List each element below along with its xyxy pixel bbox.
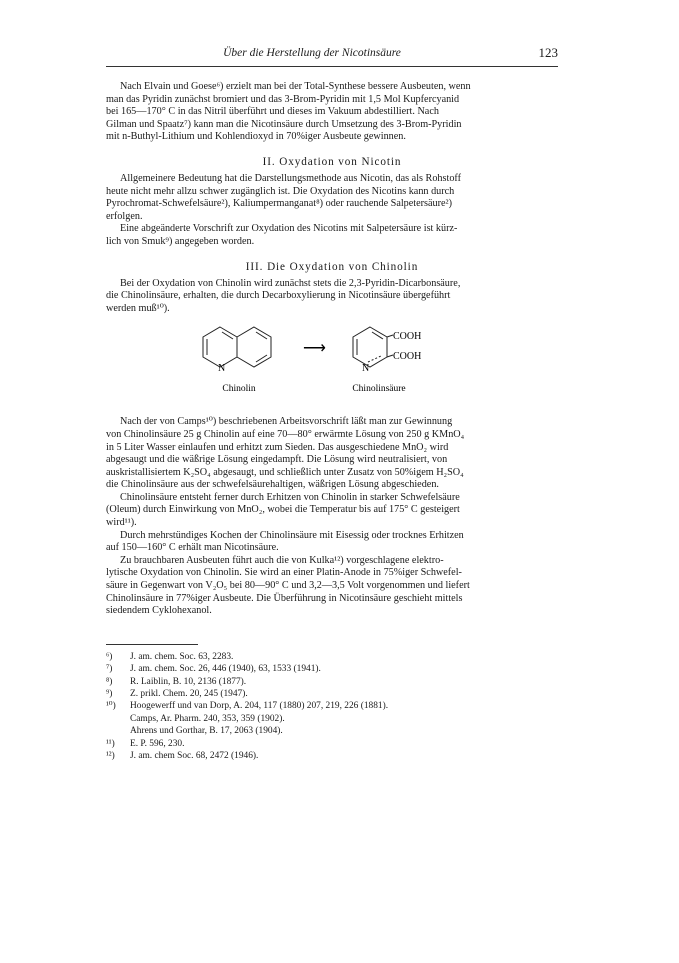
footnote-mark: ⁶): [106, 651, 113, 662]
section-heading-3: III. Die Oxydation von Chinolin: [245, 260, 419, 273]
footnote: [106, 688, 558, 700]
footnote-text: E. P. 596, 230.: [130, 738, 185, 749]
footnote-mark: ⁹): [106, 689, 113, 700]
footnote-continuation: Ahrens und Gorthar, B. 17, 2063 (1904).: [130, 726, 283, 737]
text-line: die Chinolinsäure, erhalten, die durch Decarboxylierung in Nicotinsäure übergeführt: [106, 290, 451, 302]
reaction-scheme: [106, 321, 558, 416]
footnotes: [106, 651, 558, 763]
footnote-mark: ⁸): [106, 676, 113, 687]
footnote-text: J. am. chem. Soc. 26, 446 (1940), 63, 1533 (1941).: [130, 664, 321, 675]
section2-paragraph-2: [106, 223, 558, 248]
text-line: heute nicht mehr allzu schwer zugänglich ist. Die Oxydation des Nicotins kann durch: [106, 185, 455, 197]
text-line: Gilman und Spaatz⁷) kann man die Nicotinsäure durch Umsetzung des 3-Brom-Pyridin: [106, 118, 462, 130]
footnote: [106, 700, 558, 712]
text-line: lich von Smuk⁹) angegeben worden.: [106, 235, 255, 247]
text-line: werden muß¹⁰).: [106, 302, 170, 314]
text-line: von Chinolinsäure 25 g Chinolin auf eine 70—80° erwärmte Lösung von 250 g KMnO₄: [106, 428, 465, 440]
section3-paragraph-4: [106, 530, 558, 555]
text-line: Eine abgeänderte Vorschrift zur Oxydation des Nicotins mit Salpetersäure ist kürz-: [120, 223, 458, 235]
section3-paragraph-1: [106, 278, 558, 316]
text-line: auskristallisiertem K₂SO₄ abgesaugt, und schließlich unter Zusatz von 50%igem H₂SO₄: [106, 466, 464, 478]
footnote-continuation: Camps, Ar. Pharm. 240, 353, 359 (1902).: [130, 713, 285, 724]
section-heading-2: II. Oxydation von Nicotin: [262, 155, 402, 168]
text-line: wird¹¹).: [106, 517, 137, 529]
footnote: [106, 738, 558, 750]
text-line: Durch mehrstündiges Kochen der Chinolinsäure mit Eisessig oder trocknes Erhitzen: [120, 529, 464, 541]
section3-paragraph-5: [106, 555, 558, 618]
quinoline-n-atom: N: [218, 363, 226, 375]
text-line: auf 150—160° C erhält man Nicotinsäure.: [106, 542, 279, 554]
footnote-mark: ⁷): [106, 664, 113, 675]
text-line: Chinolinsäure in 77%iger Ausbeute. Die Überführung in Nicotinsäure geschieht mittels: [106, 592, 463, 604]
text-line: (Oleum) durch Einwirkung von MnO₂, wobei die Temperatur bis auf 175° C gesteigert: [106, 504, 460, 516]
footnote: [106, 750, 558, 762]
reaction-scheme-svg: [106, 321, 558, 416]
footnote-text: Hoogewerff und van Dorp, A. 204, 117 (1880) 207, 219, 226 (1881).: [130, 701, 389, 712]
footnote-mark: ¹²): [106, 751, 115, 762]
quinoline-structure: [203, 327, 271, 367]
text-line: man das Pyridin zunächst bromiert und das 3-Brom-Pyridin mit 1,5 Mol Kupfercyanid: [106, 93, 460, 105]
text-line: Pyrochromat-Schwefelsäure²), Kaliumpermanganat⁸) oder rauchende Salpetersäure²): [106, 198, 452, 210]
footnote-mark: ¹¹): [106, 738, 115, 749]
quinolinic-n-atom: N: [362, 363, 370, 375]
chinolinsaeure-label: Chinolinsäure: [352, 384, 406, 395]
text-line: Allgemeinere Bedeutung hat die Darstellungsmethode aus Nicotin, das als Rohstoff: [120, 172, 462, 184]
cooh-group-bottom: COOH: [393, 351, 422, 363]
page: [106, 44, 558, 762]
footnote-text: J. am. chem Soc. 68, 2472 (1946).: [130, 751, 259, 762]
text-line: Bei der Oxydation von Chinolin wird zunächst stets die 2,3-Pyridin-Dicarbonsäure,: [120, 277, 461, 289]
section3-paragraph-2: [106, 416, 558, 492]
text-line: Zu brauchbaren Ausbeuten führt auch die von Kulka¹²) vorgeschlagene elektro-: [120, 554, 444, 566]
text-line: die Chinolinsäure aus der schwefelsäurehaltigen, wäßrigen Lösung abgeschieden.: [106, 479, 439, 491]
section2-paragraph-1: [106, 173, 558, 223]
running-header: [106, 44, 558, 67]
running-title: Über die Herstellung der Nicotinsäure: [223, 47, 401, 59]
text-line: siedendem Cyklohexanol.: [106, 605, 212, 617]
text-line: säure in Gegenwart von V₂O₅ bei 80—90° C und 3,2—3,5 Volt vorgenommen und liefert: [106, 580, 470, 592]
footnote: [106, 676, 558, 688]
footnote: [106, 651, 558, 663]
footnote-divider: [106, 644, 198, 645]
text-line: bei 165—170° C in das Nitril überführt und dieses im Vakuum abdestilliert. Nach: [106, 106, 439, 118]
footnote-text: R. Laiblin, B. 10, 2136 (1877).: [130, 676, 247, 687]
cooh-group-top: COOH: [393, 331, 422, 343]
text-line: Nach der von Camps¹⁰) beschriebenen Arbeitsvorschrift läßt man zur Gewinnung: [120, 416, 453, 428]
text-line: Chinolinsäure entsteht ferner durch Erhitzen von Chinolin in starker Schwefelsäure: [120, 491, 460, 503]
text-line: abgesaugt und die wäßrige Lösung eingedampft. Die Lösung wird neutralisiert, von: [106, 454, 448, 466]
footnote: [106, 663, 558, 675]
arrow: ⟶: [303, 340, 326, 358]
text-line: Nach Elvain und Goese⁶) erzielt man bei der Total-Synthese bessere Ausbeuten, wenn: [120, 81, 471, 92]
footnote-text: Z. prikl. Chem. 20, 245 (1947).: [130, 689, 248, 700]
section3-paragraph-3: [106, 492, 558, 530]
footnote-mark: ¹⁰): [106, 701, 116, 712]
intro-paragraph: [106, 81, 558, 144]
text-line: in 5 Liter Wasser einlaufen und erhitzt zum Sieden. Das ausgeschiedene MnO₂ wird: [106, 441, 449, 453]
text-line: lytische Oxydation von Chinolin. Sie wird an einer Platin-Anode in 75%iger Schwefel-: [106, 567, 462, 579]
text-line: mit n-Buthyl-Lithium und Kohlendioxyd in 70%iger Ausbeute gewinnen.: [106, 131, 406, 143]
chinolin-label: Chinolin: [222, 384, 256, 395]
text-line: erfolgen.: [106, 210, 143, 222]
quinolinic-acid-structure: [353, 327, 393, 367]
footnote-text: J. am. chem. Soc. 63, 2283.: [130, 651, 234, 662]
page-number: 123: [538, 45, 558, 60]
